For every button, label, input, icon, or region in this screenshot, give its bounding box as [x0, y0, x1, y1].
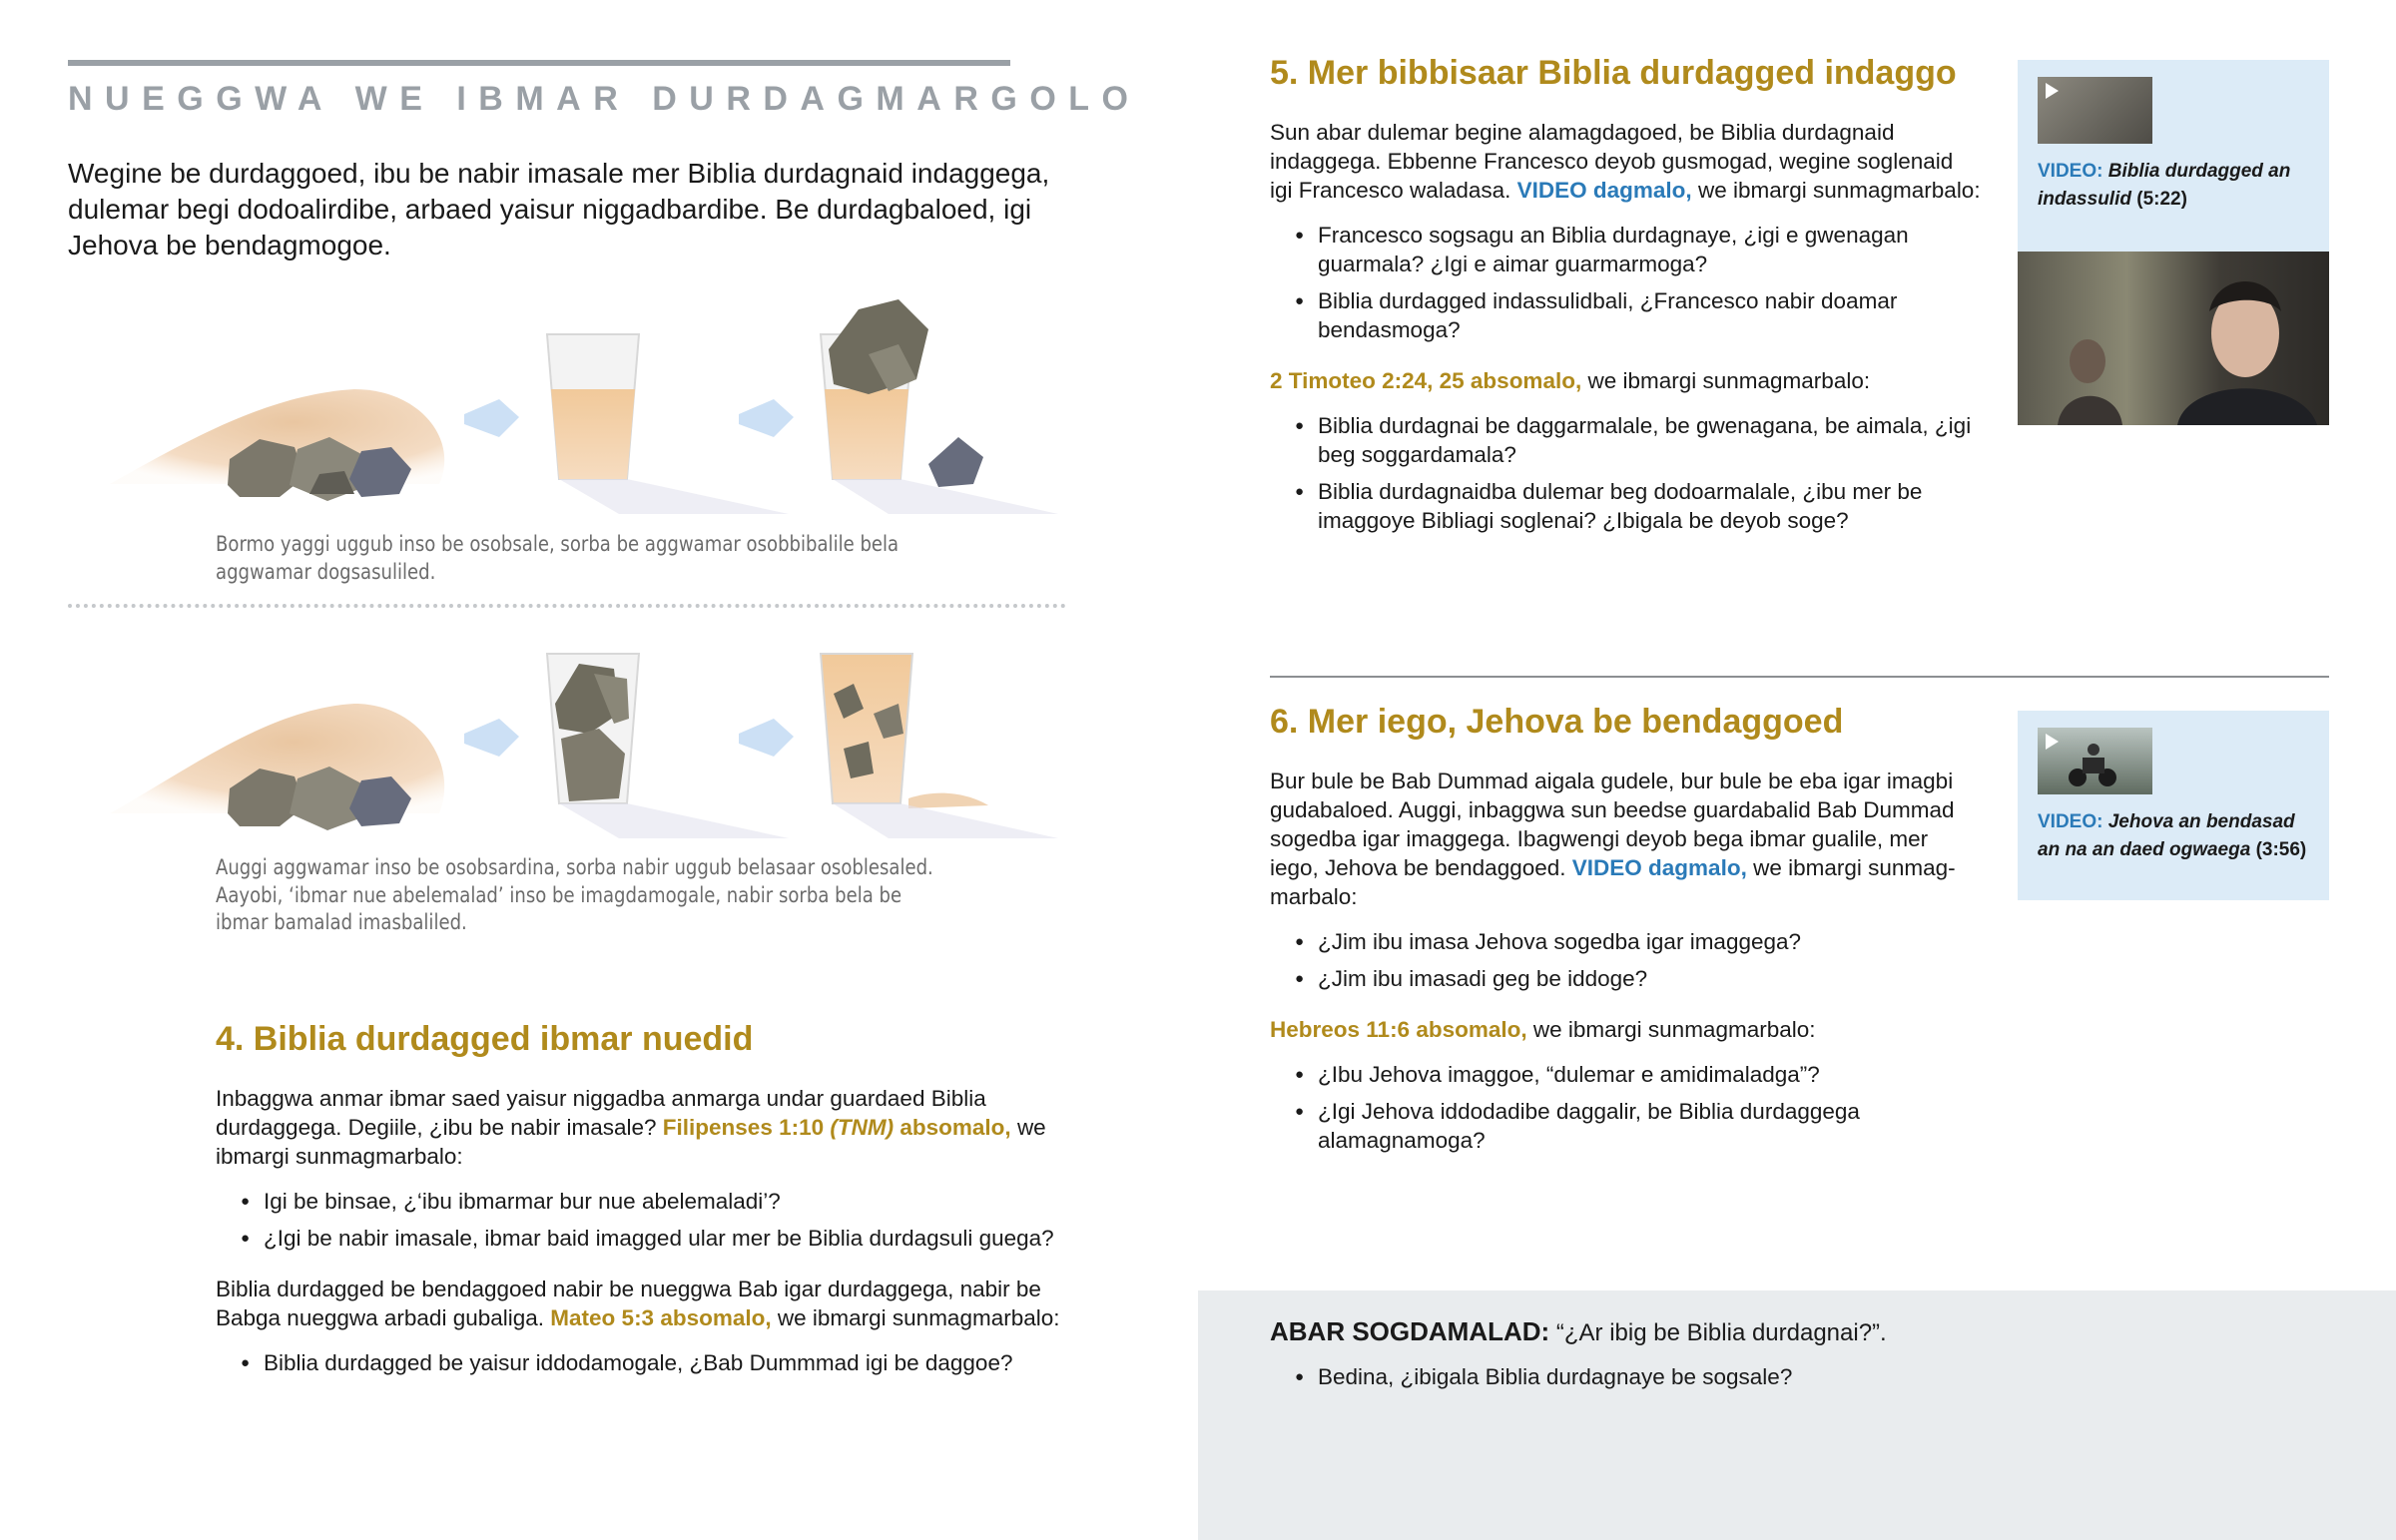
cup-sand-rocks	[821, 299, 1058, 514]
list-item: ● ¿Igi be nabir imasale, ibmar baid imagged ular mer be Biblia durdagsuli guega?	[216, 1224, 1064, 1253]
section-4-heading: 4. Biblia durdagged ibmar nuedid	[216, 1020, 754, 1058]
intro-text: Wegine be durdaggoed, ibu be nabir imasale mer Biblia durdagnaid indaggega, dulemar begi dodoalirdibe, arbaed yaisur niggadbardibe. Be durdagbaloed, igi Jehova be bendagmogoe.	[68, 158, 1050, 260]
list-item: ● Igi be binsae, ¿‘ibu ibmarmar bur nue abelemaladi’?	[216, 1187, 1064, 1216]
section-4-questions	[216, 1187, 1064, 1253]
section-4-body	[216, 1084, 1064, 1385]
caption-top: Bormo yaggi uggub inso be osobsale, sorba be aggwamar osobbibalile bela aggwamar dogsasuliled.	[216, 532, 899, 584]
caption-bottom: Auggi aggwamar inso be osobsardina, sorba nabir uggub belasaar osoblesaled. Aayobi, ‘ibmar nue abelemalad’ inso be imagdamogale, nabir sorba bela be ibmar bamalad imasbaliled.	[216, 855, 933, 934]
section-5-questions-2	[1270, 411, 1981, 535]
illustration-sand-first	[100, 634, 1068, 843]
play-icon	[2046, 83, 2059, 99]
video-card-2[interactable]	[2018, 711, 2329, 900]
section-divider	[1270, 676, 2329, 678]
section-5-questions	[1270, 221, 1981, 344]
illustration-rocks-first	[100, 289, 1068, 514]
video-card-1[interactable]	[2018, 60, 2329, 425]
list-item: ● ¿Igi Jehova iddodadibe daggalir, be Biblia durdaggega alamagnamoga?	[1270, 1097, 1981, 1155]
person-icon	[2018, 252, 2329, 425]
list-item: ● Biblia durdagged be yaisur iddodamogale, ¿Bab Dummmad igi be daggoe?	[216, 1348, 1064, 1377]
list-item: ● ¿Ibu Jehova imaggoe, “dulemar e amidimaladga”?	[1270, 1060, 1981, 1089]
section-6-heading: 6. Mer iego, Jehova be bendaggoed	[1270, 703, 1844, 741]
scripture-link[interactable]: Filipenses 1:10 (TNM) absomalo,	[662, 1115, 1011, 1140]
list-item: ● Biblia durdagnai be daggarmalale, be gwenagana, be aimala, ¿igi beg soggardamala?	[1270, 411, 1981, 469]
list-item: ● Biblia durdagged indassulidbali, ¿Francesco nabir doamar bendasmoga?	[1270, 286, 1981, 344]
section-title: NUEGGWA WE IBMAR DURDAGMARGOLO	[68, 80, 1141, 118]
list-item: ● ¿Jim ibu imasa Jehova sogedba igar imaggega?	[1270, 927, 1981, 956]
video-label[interactable]: VIDEO: Jehova an bendasad an na an daed ogwaega (3:56)	[2038, 811, 2307, 860]
video-thumbnail[interactable]	[2038, 77, 2152, 144]
section-5-body	[1270, 118, 1981, 543]
section-6-paragraph-1: Bur bule be Bab Dummad aigala gudele, bur bule be eba igar imagbi gudabaloed. Auggi, inbaggwa sun beedse guardabalid Bab Dummad sogedba igar imaggega. Ibagwengi deyob bega ibmar gualile, mer iego, Jehova be bendaggoed. VIDEO dagmalo, we ibmargi sunmag-marbalo:	[1270, 769, 1956, 909]
video-thumbnail[interactable]	[2038, 728, 2152, 794]
list-item: ● Biblia durdagnaidba dulemar beg dodoarmalale, ¿ibu mer be imaggoye Bibliagi soglenai? ¿Ibigala be deyob soge?	[1270, 477, 1981, 535]
list-item: ● Francesco sogsagu an Biblia durdagnaye, ¿igi e gwenagan guarmala? ¿Igi e aimar guarmarmoga?	[1270, 221, 1981, 278]
section-6-body	[1270, 767, 1981, 1163]
section-4-paragraph-2: Biblia durdagged be bendaggoed nabir be nueggwa Bab igar durdaggega, nabir be Babga nueggwa arbadi gubaliga. Mateo 5:3 absomalo, we ibmargi sunmagmarbalo:	[216, 1277, 1060, 1330]
scripture-link[interactable]: Hebreos 11:6 absomalo,	[1270, 1017, 1527, 1042]
section-5-paragraph-1: Sun abar dulemar begine alamagdagoed, be Biblia durdagnaid indaggega. Ebbenne Francesco deyob gusmogad, wegine soglenaid igi Francesco waladasa. VIDEO dagmalo, we ibmargi sunmagmarbalo:	[1270, 120, 1981, 203]
abar-quote: “¿Ar ibig be Biblia durdagnai?”.	[1555, 1319, 1887, 1346]
section-5-paragraph-2: 2 Timoteo 2:24, 25 absomalo, we ibmargi sunmagmarbalo:	[1270, 368, 1871, 393]
abar-questions	[1270, 1362, 2268, 1399]
video-label[interactable]: VIDEO: Biblia durdagged an indassulid (5:22)	[2038, 161, 2291, 210]
cup-rocks-sand-overflow	[821, 654, 1058, 838]
section-6-questions-2	[1270, 1060, 1981, 1155]
abar-prompt	[1270, 1316, 1887, 1348]
motorcycle-icon	[2038, 728, 2152, 794]
section-4-questions-2	[216, 1348, 1064, 1377]
dotted-divider	[68, 604, 1066, 608]
abar-label: ABAR SOGDAMALAD:	[1270, 1316, 1550, 1346]
section-5-heading: 5. Mer bibbisaar Biblia durdagged indaggo	[1270, 54, 1957, 92]
section-4-paragraph-1: Inbaggwa anmar ibmar saed yaisur niggadba anmarga undar guardaed Biblia durdaggega. Degiile, ¿ibu be nabir imasale? Filipenses 1:10 (TNM) absomalo, we ibmargi sunmagmarbalo:	[216, 1086, 1046, 1169]
video-link[interactable]: VIDEO dagmalo,	[1571, 855, 1747, 880]
video-still-image	[2018, 252, 2329, 425]
section-6-questions	[1270, 927, 1981, 993]
video-link[interactable]: VIDEO dagmalo,	[1516, 178, 1692, 203]
abar-panel	[1198, 1290, 2396, 1540]
section-rule	[68, 60, 1010, 66]
list-item: ● ¿Jim ibu imasadi geg be iddoge?	[1270, 964, 1981, 993]
list-item: ● Bedina, ¿ibigala Biblia durdagnaye be sogsale?	[1270, 1362, 2268, 1391]
scripture-link[interactable]: Mateo 5:3 absomalo,	[550, 1305, 772, 1330]
scripture-link[interactable]: 2 Timoteo 2:24, 25 absomalo,	[1270, 368, 1582, 393]
section-6-paragraph-2: Hebreos 11:6 absomalo, we ibmargi sunmagmarbalo:	[1270, 1017, 1816, 1042]
